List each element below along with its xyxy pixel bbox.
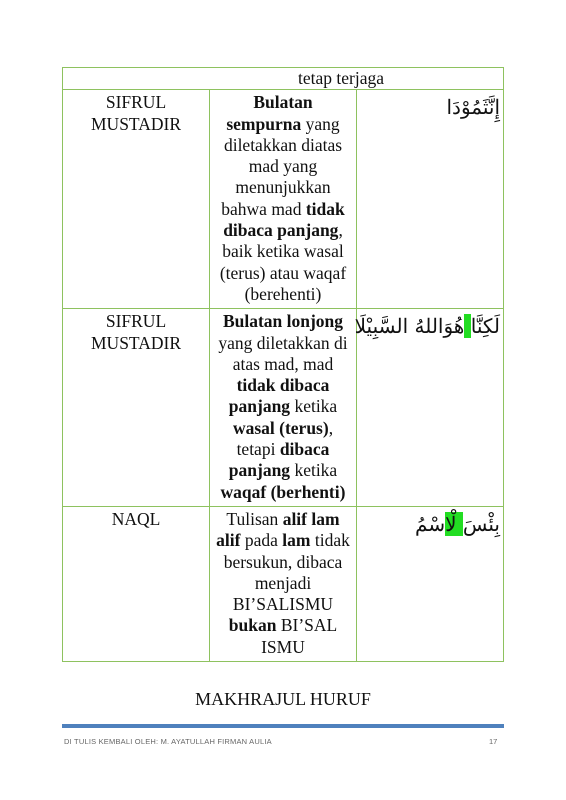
arabic-segment: إِنَّثَمُوْدَا — [446, 95, 500, 120]
bold-text: lam — [282, 530, 311, 551]
text-segment: , tetapi — [236, 417, 334, 460]
arabic-segment: بِئْسَ — [462, 511, 500, 536]
continuation-text: tetap terjaga — [63, 68, 504, 90]
rule-description — [210, 309, 357, 507]
rule-name: SIFRUL MUSTADIR — [63, 309, 210, 507]
bold-text: wasal (terus) — [232, 417, 329, 438]
tajwid-table — [62, 67, 504, 662]
bold-text: tidak dibaca panjang — [223, 198, 345, 241]
page-number: 17 — [489, 737, 498, 746]
table-row-continuation — [63, 68, 504, 90]
text-segment: tidak bersukun, dibaca menjadi BI’SALISMU — [223, 530, 350, 615]
arabic-text — [415, 512, 500, 536]
bold-text: tidak dibaca panjang — [228, 375, 330, 417]
bold-text: waqaf (berhenti) — [220, 481, 346, 502]
text-segment: yang diletakkan diatas mad yang menunjukkan bahwa mad — [221, 113, 343, 219]
bold-text: bukan — [228, 615, 277, 636]
arabic-example — [357, 90, 504, 309]
footer-author: DI TULIS KEMBALI OLEH: M. AYATULLAH FIRMAN AULIA — [64, 737, 272, 746]
text-segment: pada — [240, 530, 283, 551]
arabic-example — [357, 506, 504, 661]
table-row — [63, 90, 504, 309]
text-segment: BI’SAL ISMU — [261, 615, 338, 657]
bold-text: alif lam alif — [216, 508, 340, 551]
footer-rule — [62, 724, 504, 728]
bold-text: Bulatan lonjong — [222, 311, 344, 332]
bold-text: dibaca panjang — [228, 439, 330, 481]
text-segment: yang diletakkan di atas mad, mad — [218, 332, 348, 374]
bold-text: Bulatan sempurna — [226, 92, 313, 134]
rule-description — [210, 90, 357, 309]
table-row — [63, 309, 504, 507]
arabic-segment: هُوَاللهُ السَّبِيْلَا — [354, 314, 465, 339]
rule-description — [210, 506, 357, 661]
text-segment: , baik ketika wasal (terus) atau waqaf (berehenti) — [219, 220, 347, 304]
arabic-text — [446, 95, 500, 119]
section-heading: MAKHRAJUL HURUF — [195, 689, 371, 709]
arabic-text — [355, 314, 500, 338]
rule-name: NAQL — [63, 506, 210, 661]
arabic-segment: لَكِنَّا — [470, 314, 500, 339]
rule-name: SIFRUL MUSTADIR — [63, 90, 210, 309]
highlighted-arabic: لْا — [445, 511, 463, 536]
text-segment: ketika — [290, 396, 338, 417]
text-segment: Tulisan — [226, 508, 283, 529]
table-row — [63, 506, 504, 661]
arabic-example — [354, 309, 504, 507]
text-segment: ketika — [290, 460, 338, 481]
arabic-segment: سْمُ — [415, 511, 446, 536]
